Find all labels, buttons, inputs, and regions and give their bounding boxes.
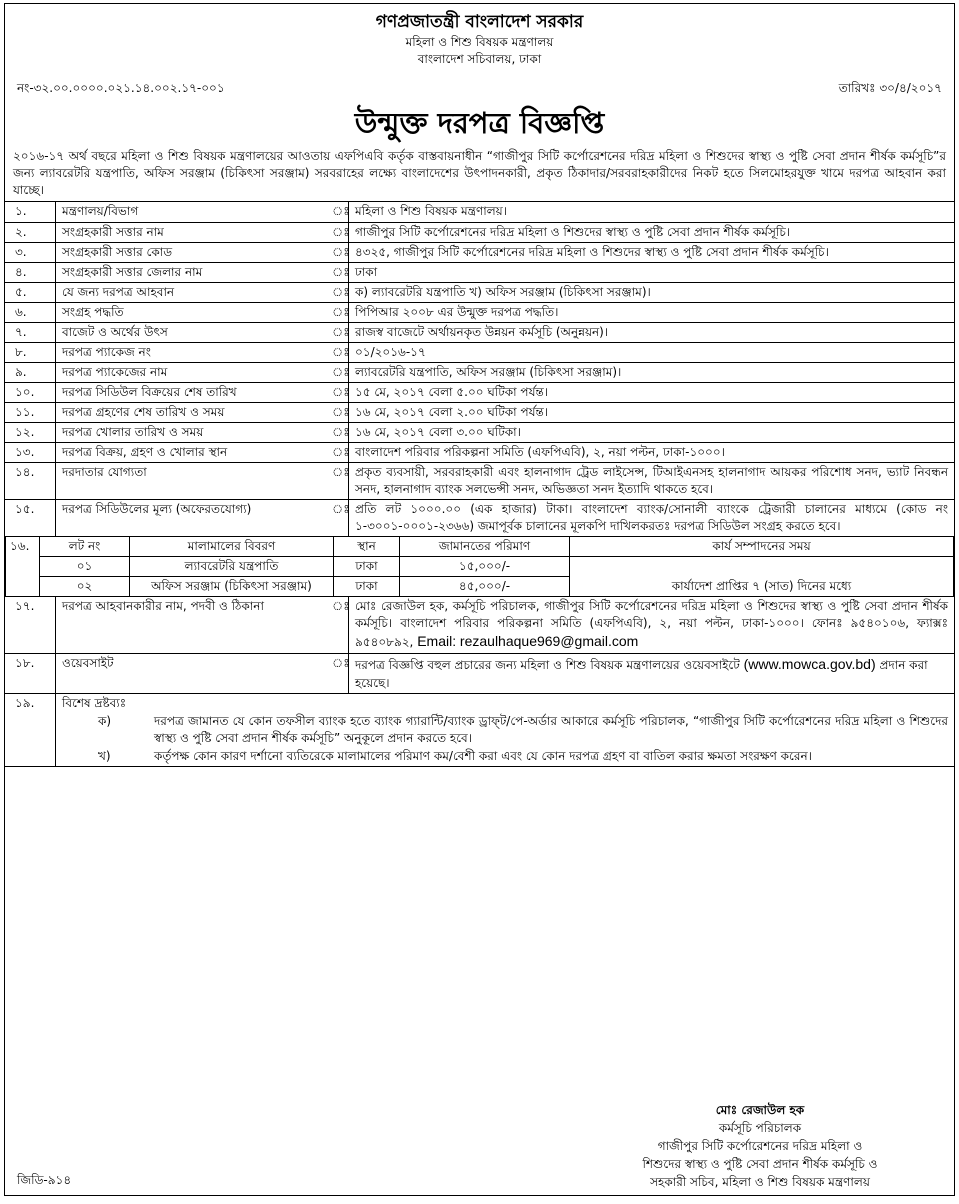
row-sl: ১৮. <box>5 654 56 694</box>
row-value: ১৬ মে, ২০১৭ বেলা ২.০০ ঘটিকা পর্যন্ত। <box>349 402 955 422</box>
row-label: দরদাতার যোগ্যতা <box>56 462 331 499</box>
row-sl: ১১. <box>5 402 56 422</box>
signature-block <box>580 1101 940 1191</box>
row-label: দরপত্র গ্রহণের শেষ তারিখ ও সময় <box>56 402 331 422</box>
signatory-line: সহকারী সচিব, মহিলা ও শিশু বিষয়ক মন্ত্রণালয় <box>650 1175 870 1189</box>
row-sl: ১৪. <box>5 462 56 499</box>
lot-place: ঢাকা <box>334 577 400 597</box>
email-label: Email: <box>417 633 457 650</box>
detail-row <box>5 499 954 536</box>
note-key: ক) <box>98 713 112 728</box>
row-value: প্রতি লট ১০০০.০০ (এক হাজার) টাকা। বাংলাদেশ ব্যাংক/সোনালী ব্যাংকে ট্রেজারী চালানের মাধ্যমে (কোড নং ১-৩০০১-০০০১-২৩৬৬) জমাপূর্বক চালানের মূলকপি দাখিলকরতঃ দরপত্র সিডিউল সংগ্রহ করতে হবে। <box>349 499 955 536</box>
row-label: সংগ্রহকারী সত্তার জেলার নাম <box>56 262 331 282</box>
detail-row <box>5 322 954 342</box>
row-label: সংগ্রহকারী সত্তার নাম <box>56 222 331 242</box>
row-colon: ঃ <box>330 362 349 382</box>
note-text: কর্তৃপক্ষ কোন কারণ দর্শানো ব্যতিরেকে মালামালের পরিমাণ কম/বেশী করা এবং যে কোন দরপত্র গ্রহণ বা বাতিল করার ক্ষমতা সংরক্ষণ করেন। <box>154 749 812 764</box>
signatory-designation: কর্মসূচি পরিচালক <box>718 1121 802 1135</box>
row-label: ওয়েবসাইট <box>56 654 331 694</box>
row-value: রাজস্ব বাজেটে অর্থায়নকৃত উন্নয়ন কর্মসূচি (অনুন্নয়ন)। <box>349 322 955 342</box>
row-colon: ঃ <box>330 262 349 282</box>
lot-header-desc: মালামালের বিবরণ <box>130 537 334 557</box>
lot-header-row <box>6 537 954 557</box>
row-sl: ১৯. <box>5 693 56 766</box>
detail-row <box>5 462 954 499</box>
detail-row <box>5 282 954 302</box>
lot-header-lot: লট নং <box>40 537 130 557</box>
lot-header-time: কার্য সম্পাদনের সময় <box>570 537 954 557</box>
intro-paragraph: ২০১৬-১৭ অর্থ বছরে মহিলা ও শিশু বিষয়ক মন্ত্রণালয়ের আওতায় এফপিএবি কর্তৃক বাস্তবায়নাধীন “গাজীপুর সিটি কর্পোরেশনের দরিদ্র মহিলা ও শিশুদের স্বাস্থ্য ও পুষ্টি সেবা প্রদান শীর্ষক কর্মসূচি”র জন্য ল্যাবরেটরি যন্ত্রপাতি, অফিস সরঞ্জাম (চিকিৎসা সরঞ্জাম) সরবরাহের লক্ষ্যে বাংলাদেশের উৎপাদনকারী, প্রকৃত ঠিকাদার/সরবরাহকারীদের নিকট হতে সিলমোহরযুক্ত খামে দরপত্র আহবান করা যাচ্ছে। <box>13 149 946 198</box>
row-colon: ঃ <box>330 322 349 342</box>
note-item <box>62 748 948 765</box>
lot-completion-time: কার্যাদেশ প্রাপ্তির ৭ (সাত) দিনের মধ্যে <box>570 557 954 597</box>
row-colon: ঃ <box>330 222 349 242</box>
row-value: মহিলা ও শিশু বিষয়ক মন্ত্রণালয়। <box>349 202 955 222</box>
contact-details: মোঃ রেজাউল হক, কর্মসূচি পরিচালক, গাজীপুর সিটি কর্পোরেশনের দরিদ্র মহিলা ও শিশুদের স্বাস্থ্য ও পুষ্টি সেবা প্রদান শীর্ষক কর্মসূচি। বাংলাদেশ পরিবার পরিকল্পনা সমিতি (এফপিএবি), ২, নয়া পল্টন, ঢাকা-১০০০। ফোনঃ ৯৫৪০১০৬, ফ্যাক্সঃ ৯৫৪০৮৯২, <box>355 599 948 650</box>
row-colon: ঃ <box>330 402 349 422</box>
row-label: দরপত্র প্যাকেজ নং <box>56 342 331 362</box>
lot-place: ঢাকা <box>334 557 400 577</box>
detail-row <box>5 362 954 382</box>
row-colon: ঃ <box>330 442 349 462</box>
row-sl: ৪. <box>5 262 56 282</box>
website-text-end: প্রদান করা হয়েছে। <box>355 658 928 690</box>
government-title: গণপ্রজাতন্ত্রী বাংলাদেশ সরকার <box>375 12 584 32</box>
row-sl: ৭. <box>5 322 56 342</box>
lot-sl: ১৬. <box>6 537 40 597</box>
row-value <box>349 654 955 694</box>
row-colon: ঃ <box>330 422 349 442</box>
lot-amount: ১৫,০০০/- <box>400 557 570 577</box>
signatory-line: শিশুদের স্বাস্থ্য ও পুষ্টি সেবা প্রদান শীর্ষক কর্মসূচি ও <box>642 1157 878 1171</box>
email-address[interactable]: rezaulhaque969@gmail.com <box>459 633 639 650</box>
lot-description: ল্যাবরেটরি যন্ত্রপাতি <box>130 557 334 577</box>
row-sl: ১৫. <box>5 499 56 536</box>
row-sl: ১০. <box>5 382 56 402</box>
row-colon: ঃ <box>330 202 349 222</box>
row-sl: ১. <box>5 202 56 222</box>
row-sl: ৩. <box>5 242 56 262</box>
lot-number: ০১ <box>40 557 130 577</box>
lot-row <box>6 557 954 577</box>
detail-row <box>5 422 954 442</box>
memo-number: নং-৩২.০০.০০০০.০২১.১৪.০০২.১৭-০০১ <box>17 81 225 96</box>
detail-row <box>5 202 954 222</box>
row-value <box>349 597 955 654</box>
detail-row <box>5 342 954 362</box>
contact-table <box>5 596 954 767</box>
detail-row <box>5 302 954 322</box>
lot-description: অফিস সরঞ্জাম (চিকিৎসা সরঞ্জাম) <box>130 577 334 597</box>
signatory-line: গাজীপুর সিটি কর্পোরেশনের দরিদ্র মহিলা ও <box>657 1139 863 1153</box>
lot-table <box>5 536 954 597</box>
row-17 <box>5 597 954 654</box>
row-sl: ৯. <box>5 362 56 382</box>
row-label: দরপত্র খোলার তারিখ ও সময় <box>56 422 331 442</box>
memo-row <box>5 80 954 97</box>
detail-row <box>5 222 954 242</box>
website-link[interactable]: (www.mowca.gov.bd) <box>743 656 876 673</box>
detail-row <box>5 442 954 462</box>
row-colon: ঃ <box>330 462 349 499</box>
gd-number: জিডি-৯১৪ <box>17 1172 72 1187</box>
tender-notice-page <box>4 3 955 1196</box>
ministry-address: বাংলাদেশ সচিবালয়, ঢাকা <box>417 52 542 67</box>
row-sl: ৬. <box>5 302 56 322</box>
row-label: দরপত্র বিক্রয়, গ্রহণ ও খোলার স্থান <box>56 442 331 462</box>
row-label: মন্ত্রণালয়/বিভাগ <box>56 202 331 222</box>
row-value: ১৬ মে, ২০১৭ বেলা ৩.০০ ঘটিকা। <box>349 422 955 442</box>
detail-row <box>5 262 954 282</box>
ministry-name: মহিলা ও শিশু বিষয়ক মন্ত্রণালয় <box>405 35 554 50</box>
row-value: গাজীপুর সিটি কর্পোরেশনের দরিদ্র মহিলা ও শিশুদের স্বাস্থ্য ও পুষ্টি সেবা প্রদান শীর্ষক কর্মসূচি। <box>349 222 955 242</box>
row-label: দরপত্র প্যাকেজের নাম <box>56 362 331 382</box>
notes-heading: বিশেষ দ্রষ্টব্যঃ <box>62 695 127 710</box>
row-sl: ১৭. <box>5 597 56 654</box>
lot-header-place: স্থান <box>334 537 400 557</box>
row-colon: ঃ <box>330 499 349 536</box>
row-sl: ৮. <box>5 342 56 362</box>
row-19 <box>5 693 954 766</box>
lot-header-amount: জামানতের পরিমাণ <box>400 537 570 557</box>
notice-title: উন্মুক্ত দরপত্র বিজ্ঞপ্তি <box>354 106 605 141</box>
row-sl: ১২. <box>5 422 56 442</box>
row-value: বাংলাদেশ পরিবার পরিকল্পনা সমিতি (এফপিএবি), ২, নয়া পল্টন, ঢাকা-১০০০। <box>349 442 955 462</box>
detail-row <box>5 402 954 422</box>
detail-row <box>5 382 954 402</box>
lot-number: ০২ <box>40 577 130 597</box>
row-colon: ঃ <box>330 302 349 322</box>
row-value: পিপিআর ২০০৮ এর উন্মুক্ত দরপত্র পদ্ধতি। <box>349 302 955 322</box>
note-key: খ) <box>98 749 111 764</box>
row-colon: ঃ <box>330 282 349 302</box>
row-label: বাজেট ও অর্থের উৎস <box>56 322 331 342</box>
row-value: ল্যাবরেটরি যন্ত্রপাতি, অফিস সরঞ্জাম (চিকিৎসা সরঞ্জাম)। <box>349 362 955 382</box>
row-colon: ঃ <box>330 597 349 654</box>
lot-amount: ৪৫,০০০/- <box>400 577 570 597</box>
row-value: ক) ল্যাবরেটরি যন্ত্রপাতি খ) অফিস সরঞ্জাম (চিকিৎসা সরঞ্জাম)। <box>349 282 955 302</box>
row-sl: ২. <box>5 222 56 242</box>
tender-details-table <box>5 201 954 537</box>
row-colon: ঃ <box>330 382 349 402</box>
row-value: প্রকৃত ব্যবসায়ী, সরবরাহকারী এবং হালনাগাদ ট্রেড লাইসেন্স, টিআইএনসহ হালনাগাদ আয়কর পরিশোধ সনদ, ভ্যাট নিবন্ধন সনদ, হালনাগাদ ব্যাংক সলভেন্সী সনদ, অভিজ্ঞতা সনদ ইত্যাদি থাকতে হবে। <box>349 462 955 499</box>
row-value: ৪৩২৫, গাজীপুর সিটি কর্পোরেশনের দরিদ্র মহিলা ও শিশুদের স্বাস্থ্য ও পুষ্টি সেবা প্রদান শীর্ষক কর্মসূচি। <box>349 242 955 262</box>
website-text: দরপত্র বিজ্ঞপ্তি বহুল প্রচারের জন্য মহিলা ও শিশু বিষয়ক মন্ত্রণালয়ের ওয়েবসাইটে <box>355 658 740 673</box>
row-colon: ঃ <box>330 242 349 262</box>
row-colon: ঃ <box>330 654 349 694</box>
signatory-name: মোঃ রেজাউল হক <box>715 1103 805 1117</box>
row-label: যে জন্য দরপত্র আহবান <box>56 282 331 302</box>
row-label: সংগ্রহ পদ্ধতি <box>56 302 331 322</box>
row-sl: ১৩. <box>5 442 56 462</box>
row-label: দরপত্র সিডিউলের মূল্য (অফেরতযোগ্য) <box>56 499 331 536</box>
row-label: দরপত্র সিডিউল বিক্রয়ের শেষ তারিখ <box>56 382 331 402</box>
note-item <box>62 713 948 747</box>
row-label: সংগ্রহকারী সত্তার কোড <box>56 242 331 262</box>
row-value: ঢাকা <box>349 262 955 282</box>
note-text: দরপত্র জামানত যে কোন তফসীল ব্যাংক হতে ব্যাংক গ্যারান্টি/ব্যাংক ড্রাফ্‌ট/পে-অর্ডার আকারে কর্মসূচি পরিচালক, “গাজীপুর সিটি কর্পোরেশনের দরিদ্র মহিলা ও শিশুদের স্বাস্থ্য ও পুষ্টি সেবা প্রদান শীর্ষক কর্মসূচি” অনুকূলে প্রদান করতে হবে। <box>154 713 948 746</box>
row-label: দরপত্র আহবানকারীর নাম, পদবী ও ঠিকানা <box>56 597 331 654</box>
special-notes <box>56 693 955 766</box>
row-value: ০১/২০১৬-১৭ <box>349 342 955 362</box>
row-sl: ৫. <box>5 282 56 302</box>
row-value: ১৫ মে, ২০১৭ বেলা ৫.০০ ঘটিকা পর্যন্ত। <box>349 382 955 402</box>
row-colon: ঃ <box>330 342 349 362</box>
row-18 <box>5 654 954 694</box>
detail-row <box>5 242 954 262</box>
memo-date: তারিখঃ ৩০/৪/২০১৭ <box>838 81 942 96</box>
